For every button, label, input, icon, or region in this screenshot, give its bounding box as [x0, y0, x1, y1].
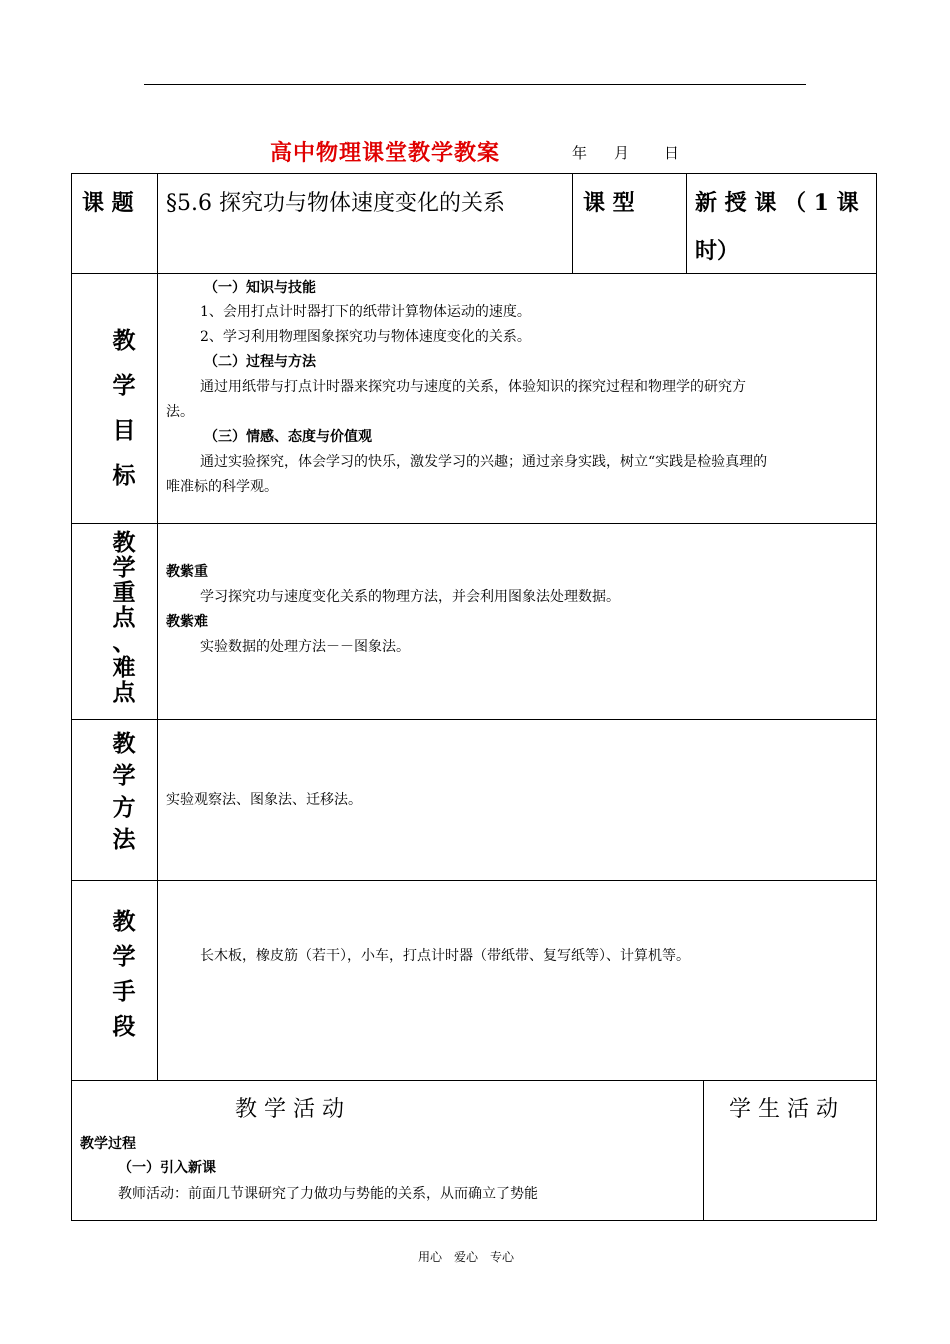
means-text: 长木板，橡皮筋（若干），小车，打点计时器（带纸带、复写纸等）、计算机等。: [200, 948, 690, 964]
divider: [572, 173, 573, 273]
header-rule: [144, 84, 806, 85]
divider: [71, 1080, 877, 1081]
footer: 用心 爱心 专心: [418, 1250, 515, 1264]
activity-text: 教师活动：前面几节课研究了力做功与势能的关系，从而确立了势能: [118, 1186, 538, 1202]
page-title: 高中物理课堂教学教案: [270, 140, 501, 166]
student-activity-header: 学 生 活 动: [729, 1097, 838, 1122]
divider: [686, 173, 687, 273]
means-label: 教 学 手 段: [112, 908, 136, 1040]
keypoints-heading-1: 教紫重: [166, 564, 208, 580]
date-month: 月: [614, 144, 630, 162]
objectives-item-1: 1、会用打点计时器打下的纸带计算物体运动的速度。: [200, 304, 531, 320]
divider: [157, 173, 158, 1080]
divider: [71, 523, 877, 524]
teacher-activity-header: 教 学 活 动: [235, 1097, 344, 1122]
keypoints-text-2: 实验数据的处理方法－－图象法。: [200, 639, 410, 655]
lesson-type-value: 新 授 课 （ 1 课: [695, 190, 859, 216]
objectives-item-2: 2、学习利用物理图象探究功与物体速度变化的关系。: [200, 329, 531, 345]
objectives-heading-3: （三）情感、态度与价值观: [204, 429, 372, 445]
objectives-text-3-cont: 唯准标的科学观。: [166, 479, 278, 495]
objectives-text-2: 通过用纸带与打点计时器来探究功与速度的关系，体验知识的探究过程和物理学的研究方: [200, 379, 746, 395]
methods-label: 教 学 方 法: [112, 730, 136, 853]
date-year: 年: [572, 144, 588, 162]
keypoints-text-1: 学习探究功与速度变化关系的物理方法，并会利用图象法处理数据。: [200, 589, 620, 605]
lesson-type-value-cont: 时）: [695, 238, 740, 264]
divider: [71, 880, 877, 881]
keypoints-label: 教 学 重 点 、 难 点: [112, 529, 136, 706]
objectives-heading-1: （一）知识与技能: [204, 280, 316, 296]
objectives-label: 教 学 目 标: [112, 327, 136, 489]
objectives-heading-2: （二）过程与方法: [204, 354, 316, 370]
divider: [71, 273, 877, 274]
section-heading: （一）引入新课: [118, 1160, 216, 1176]
methods-text: 实验观察法、图象法、迁移法。: [166, 792, 362, 808]
date-day: 日: [664, 144, 680, 162]
lesson-type-label: 课 型: [583, 190, 635, 216]
topic-value: §5.6 探究功与物体速度变化的关系: [166, 191, 505, 216]
keypoints-heading-2: 教紫难: [166, 614, 208, 630]
process-label: 教学过程: [80, 1136, 136, 1152]
objectives-text-2-cont: 法。: [166, 404, 194, 420]
divider: [703, 1080, 704, 1221]
objectives-text-3: 通过实验探究，体会学习的快乐，激发学习的兴趣；通过亲身实践，树立“实践是检验真理的: [200, 454, 768, 470]
topic-label: 课 题: [82, 190, 134, 216]
divider: [71, 719, 877, 720]
